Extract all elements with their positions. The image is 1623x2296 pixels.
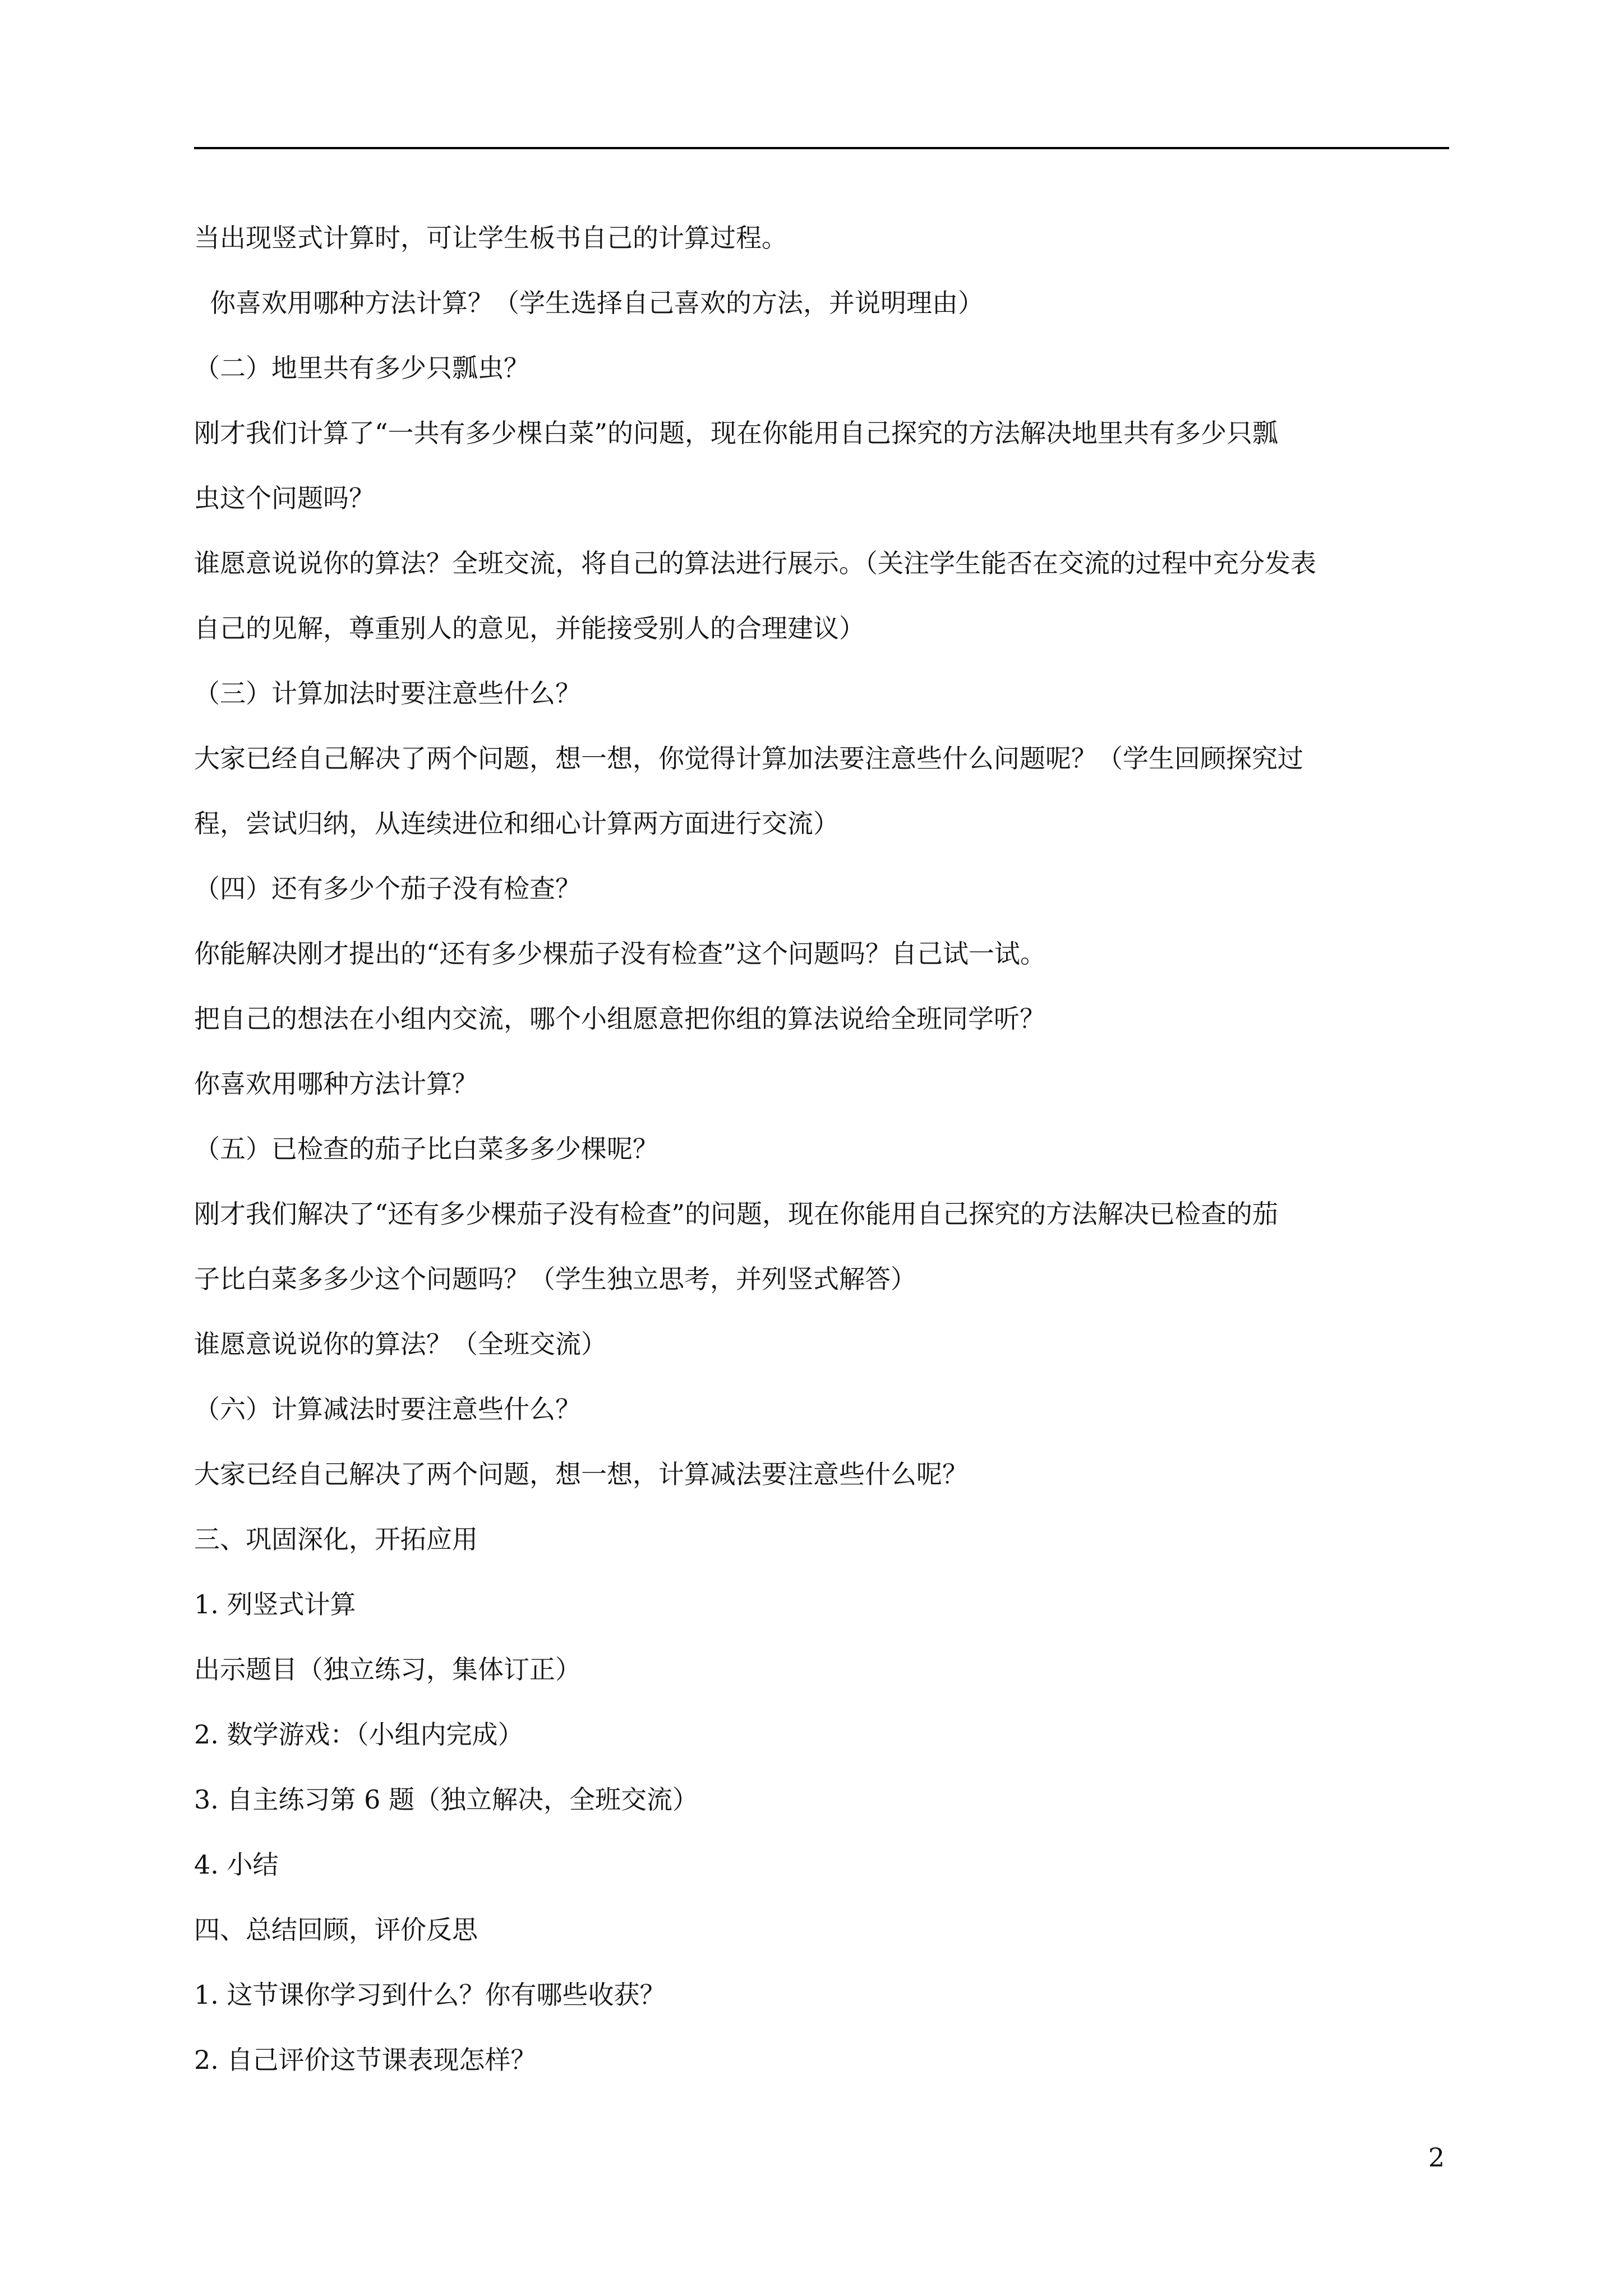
text-line: 自己的见解，尊重别人的意见，并能接受别人的合理建议） bbox=[194, 613, 865, 643]
section-heading: （六）计算减法时要注意些什么？ bbox=[194, 1394, 581, 1424]
document-body bbox=[194, 205, 1450, 2092]
text-line: 你喜欢用哪种方法计算？ bbox=[194, 1069, 478, 1099]
page-number: 2 bbox=[1428, 2142, 1445, 2173]
text-line: 子比白菜多多少这个问题吗？（学生独立思考，并列竖式解答） bbox=[194, 1264, 916, 1294]
section-heading: （五）已检查的茄子比白菜多多少棵呢？ bbox=[194, 1134, 658, 1164]
text-line: 谁愿意说说你的算法？全班交流，将自己的算法进行展示。（关注学生能否在交流的过程中充分发表 bbox=[194, 548, 1316, 578]
text-line: 你能解决刚才提出的“还有多少棵茄子没有检查”这个问题吗？自己试一试。 bbox=[194, 938, 1046, 969]
section-heading: 三、巩固深化，开拓应用 bbox=[194, 1524, 478, 1554]
text-line: 刚才我们解决了“还有多少棵茄子没有检查”的问题，现在你能用自己探究的方法解决已检查的茄 bbox=[194, 1199, 1279, 1229]
text-line: 出示题目（独立练习，集体订正） bbox=[194, 1654, 581, 1685]
section-heading: （二）地里共有多少只瓢虫？ bbox=[194, 353, 529, 383]
section-heading: 四、总结回顾，评价反思 bbox=[194, 1915, 478, 1945]
text-line: 当出现竖式计算时，可让学生板书自己的计算过程。 bbox=[194, 223, 787, 253]
header-rule bbox=[194, 147, 1449, 149]
text-line: 谁愿意说说你的算法？（全班交流） bbox=[194, 1329, 607, 1359]
text-line: 你喜欢用哪种方法计算？（学生选择自己喜欢的方法，并说明理由） bbox=[210, 288, 984, 318]
list-item: 4. 小结 bbox=[194, 1849, 279, 1880]
list-item: 1. 列竖式计算 bbox=[194, 1589, 356, 1619]
list-item: 3. 自主练习第 6 题（独立解决，全班交流） bbox=[194, 1784, 699, 1815]
list-item: 2. 自己评价这节课表现怎样？ bbox=[194, 2045, 537, 2075]
text-line: 把自己的想法在小组内交流，哪个小组愿意把你组的算法说给全班同学听？ bbox=[194, 1004, 1045, 1034]
section-heading: （四）还有多少个茄子没有检查？ bbox=[194, 873, 581, 904]
text-line: 刚才我们计算了“一共有多少棵白菜”的问题，现在你能用自己探究的方法解决地里共有多少只瓢 bbox=[194, 418, 1279, 448]
text-line: 程，尝试归纳，从连续进位和细心计算两方面进行交流） bbox=[194, 808, 839, 839]
text-line: 大家已经自己解决了两个问题，想一想，你觉得计算加法要注意些什么问题呢？（学生回顾探究过 bbox=[194, 743, 1303, 774]
text-line: 虫这个问题吗？ bbox=[194, 483, 375, 513]
section-heading: （三）计算加法时要注意些什么？ bbox=[194, 678, 581, 708]
list-item: 1. 这节课你学习到什么？你有哪些收获？ bbox=[194, 1980, 666, 2010]
text-line: 大家已经自己解决了两个问题，想一想，计算减法要注意些什么呢？ bbox=[194, 1459, 968, 1489]
list-item: 2. 数学游戏：（小组内完成） bbox=[194, 1719, 524, 1750]
